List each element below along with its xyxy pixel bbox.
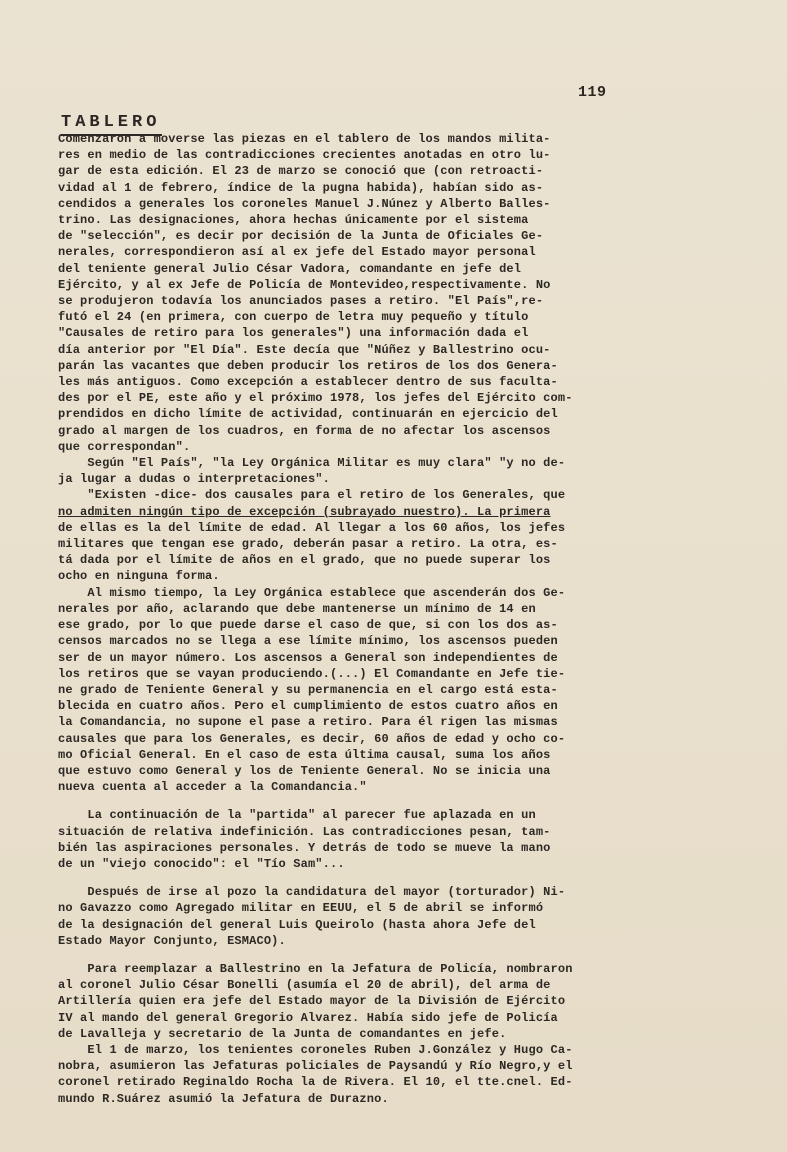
text-line: ja lugar a dudas o interpretaciones". <box>58 472 330 487</box>
text-line: Artillería quien era jefe del Estado mayor de la División de Ejército <box>58 994 566 1009</box>
text-line: nerales por año, aclarando que debe mantenerse un mínimo de 14 en <box>58 601 536 616</box>
text-line: se produjeron todavía los anunciados pases a retiro. "El País",re- <box>58 294 544 309</box>
text-line: ese grado, por lo que puede darse el caso de que, si con los dos as- <box>58 618 558 633</box>
text-line: ne grado de Teniente General y su permanencia en el cargo está esta- <box>58 682 558 697</box>
text-line: Estado Mayor Conjunto, ESMACO). <box>58 933 286 948</box>
text-line: "Existen -dice- dos causales para el retiro de los Generales, que <box>58 488 566 503</box>
text-line: Para reemplazar a Ballestrino en la Jefatura de Policía, nombraron <box>58 961 573 976</box>
text-line: des por el PE, este año y el próximo 1978, los jefes del Ejército com- <box>58 391 573 406</box>
text-line: mundo R.Suárez asumió la Jefatura de Durazno. <box>58 1091 389 1106</box>
text-line: vidad al 1 de febrero, índice de la pugna habida), habían sido as- <box>58 180 544 195</box>
text-line: que correspondan". <box>58 439 191 454</box>
text-line: no Gavazzo como Agregado militar en EEUU, el 5 de abril se informó <box>58 901 544 916</box>
text-line: no admiten ningún tipo de excepción (subrayado nuestro). La primera <box>58 504 551 519</box>
text-line: de ellas es la del límite de edad. Al llegar a los 60 años, los jefes <box>58 520 566 535</box>
text-line: al coronel Julio César Bonelli (asumía el 20 de abril), del arma de <box>58 978 551 993</box>
paragraph <box>58 131 698 795</box>
text-line: de un "viejo conocido": el "Tío Sam"... <box>58 856 345 871</box>
text-line: nobra, asumieron las Jefaturas policiales de Paysandú y Río Negro,y el <box>58 1059 573 1074</box>
text-line: trino. Las designaciones, ahora hechas únicamente por el sistema <box>58 213 529 228</box>
text-line: Según "El País", "la Ley Orgánica Militar es muy clara" "y no de- <box>58 456 566 471</box>
text-line: cendidos a generales los coroneles Manuel J.Núnez y Alberto Balles- <box>58 196 551 211</box>
text-line: El 1 de marzo, los tenientes coroneles Ruben J.González y Hugo Ca- <box>58 1042 573 1057</box>
text-line: res en medio de las contradicciones crecientes anotadas en otro lu- <box>58 148 551 163</box>
text-line: día anterior por "El Día". Este decía que "Núñez y Ballestrino ocu- <box>58 342 551 357</box>
text-line: blecida en cuatro años. Pero el cumplimiento de estos cuatro años en <box>58 699 558 714</box>
text-line: ser de un mayor número. Los ascensos a General son independientes de <box>58 650 558 665</box>
text-line: de "selección", es decir por decisión de la Junta de Oficiales Ge- <box>58 229 544 244</box>
text-line: "Causales de retiro para los generales") una información dada el <box>58 326 529 341</box>
text-line: tá dada por el límite de años en el grado, que no puede superar los <box>58 553 551 568</box>
text-line: que estuvo como General y los de Teniente General. No se inicia una <box>58 763 551 778</box>
page-number: 119 <box>578 84 607 101</box>
paragraph <box>58 961 698 1107</box>
text-line: parán las vacantes que deben producir los retiros de los dos Genera- <box>58 358 558 373</box>
text-line: les más antiguos. Como excepción a establecer dentro de sus faculta- <box>58 375 558 390</box>
text-line: de Lavalleja y secretario de la Junta de comandantes en jefe. <box>58 1026 507 1041</box>
text-line: la Comandancia, no supone el pase a retiro. Para él rigen las mismas <box>58 715 558 730</box>
text-line: coronel retirado Reginaldo Rocha la de Rivera. El 10, el tte.cnel. Ed- <box>58 1075 573 1090</box>
paragraph <box>58 807 698 872</box>
text-line: mo Oficial General. En el caso de esta última causal, suma los años <box>58 747 551 762</box>
text-line: La continuación de la "partida" al parecer fue aplazada en un <box>58 808 536 823</box>
text-line: futó el 24 (en primera, con cuerpo de letra muy pequeño y título <box>58 310 529 325</box>
text-line: prendidos en dicho límite de actividad, continuarán en ejercicio del <box>58 407 558 422</box>
text-line: censos marcados no se llega a ese límite mínimo, los ascensos pueden <box>58 634 558 649</box>
text-line: Después de irse al pozo la candidatura del mayor (torturador) Ni- <box>58 885 566 900</box>
text-line: Ejército, y al ex Jefe de Policía de Montevideo,respectivamente. No <box>58 277 551 292</box>
text-line: bién las aspiraciones personales. Y detrás de todo se mueve la mano <box>58 840 551 855</box>
text-line: situación de relativa indefinición. Las contradicciones pesan, tam- <box>58 824 551 839</box>
text-line: los retiros que se vayan produciendo.(...) El Comandante en Jefe tie- <box>58 666 566 681</box>
paragraph <box>58 884 698 949</box>
text-line: nueva cuenta al acceder a la Comandancia." <box>58 780 367 795</box>
text-line: ocho en ninguna forma. <box>58 569 220 584</box>
text-line: nerales, correspondieron así al ex jefe del Estado mayor personal <box>58 245 536 260</box>
text-line: de la designación del general Luis Queirolo (hasta ahora Jefe del <box>58 917 536 932</box>
text-line: del teniente general Julio César Vadora, comandante en jefe del <box>58 261 522 276</box>
article-body <box>58 131 698 1107</box>
text-line: causales que para los Generales, es decir, 60 años de edad y ocho co- <box>58 731 566 746</box>
text-line: Al mismo tiempo, la Ley Orgánica establece que ascenderán dos Ge- <box>58 585 566 600</box>
text-line: gar de esta edición. El 23 de marzo se conoció que (con retroacti- <box>58 164 544 179</box>
text-line: Comenzaron a moverse las piezas en el tablero de los mandos milita- <box>58 132 551 146</box>
text-line: militares que tengan ese grado, deberán pasar a retiro. La otra, es- <box>58 537 558 552</box>
section-title: TABLERO <box>61 112 162 136</box>
text-line: IV al mando del general Gregorio Alvarez. Había sido jefe de Policía <box>58 1010 558 1025</box>
text-line: grado al margen de los cuadros, en forma de no afectar los ascensos <box>58 423 551 438</box>
